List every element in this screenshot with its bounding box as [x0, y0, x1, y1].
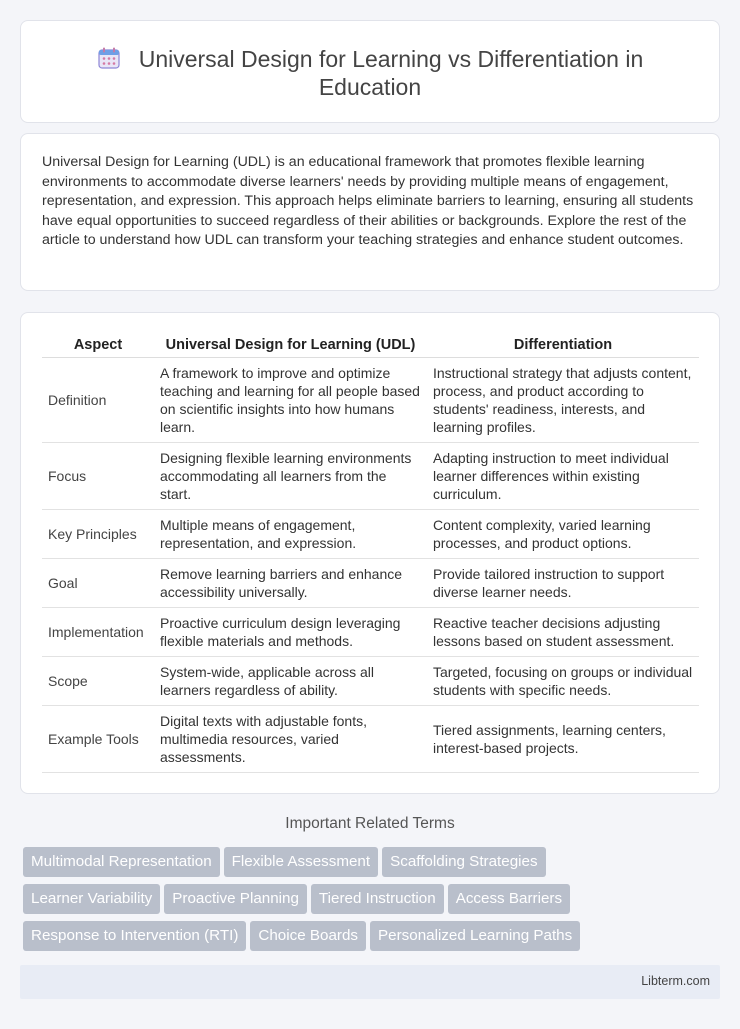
- cell-differentiation: Instructional strategy that adjusts content, process, and product according to students' readiness, interests, and learning profiles.: [427, 357, 699, 442]
- tag-row: [23, 884, 723, 921]
- tag-choice-boards[interactable]: Choice Boards: [250, 921, 366, 951]
- tag-access-barriers[interactable]: Access Barriers: [448, 884, 570, 914]
- cell-aspect: Scope: [42, 656, 154, 705]
- footer-site-link[interactable]: Libterm.com: [641, 974, 710, 988]
- tag-response-to-intervention[interactable]: Response to Intervention (RTI): [23, 921, 246, 951]
- cell-aspect: Focus: [42, 442, 154, 509]
- cell-udl: Remove learning barriers and enhance accessibility universally.: [154, 558, 427, 607]
- cell-differentiation: Tiered assignments, learning centers, interest-based projects.: [427, 705, 699, 772]
- cell-differentiation: Provide tailored instruction to support diverse learner needs.: [427, 558, 699, 607]
- cell-differentiation: Adapting instruction to meet individual learner differences within existing curriculum.: [427, 442, 699, 509]
- page-title-wrap: [61, 45, 679, 101]
- cell-aspect: Definition: [42, 357, 154, 442]
- table-row: [42, 558, 699, 607]
- intro-paragraph: Universal Design for Learning (UDL) is an educational framework that promotes flexible learning environments to accommodate diverse learners' needs by providing multiple means of engagement, representation, and expression. This approach helps eliminate barriers to learning, ensuring all students have equal opportunities to succeed regardless of their abilities or backgrounds. Explore the rest of the article to understand how UDL can transform your teaching strategies and enhance student outcomes.: [42, 154, 694, 249]
- cell-aspect: Implementation: [42, 607, 154, 656]
- tag-learner-variability[interactable]: Learner Variability: [23, 884, 160, 914]
- intro-card: [20, 133, 720, 291]
- cell-aspect: Example Tools: [42, 705, 154, 772]
- cell-udl: Digital texts with adjustable fonts, multimedia resources, varied assessments.: [154, 705, 427, 772]
- cell-udl: Proactive curriculum design leveraging flexible materials and methods.: [154, 607, 427, 656]
- comparison-table-card: [20, 312, 720, 794]
- cell-differentiation: Content complexity, varied learning processes, and product options.: [427, 509, 699, 558]
- table-row: [42, 442, 699, 509]
- table-row: [42, 607, 699, 656]
- header-differentiation: Differentiation: [427, 333, 699, 357]
- tag-row: [23, 921, 723, 958]
- table-row: [42, 705, 699, 772]
- cell-udl: Designing flexible learning environments accommodating all learners from the start.: [154, 442, 427, 509]
- tag-scaffolding-strategies[interactable]: Scaffolding Strategies: [382, 847, 545, 877]
- footer: [20, 965, 720, 999]
- tag-flexible-assessment[interactable]: Flexible Assessment: [224, 847, 378, 877]
- cell-aspect: Goal: [42, 558, 154, 607]
- table-header-row: [42, 333, 699, 357]
- cell-udl: System-wide, applicable across all learners regardless of ability.: [154, 656, 427, 705]
- tag-personalized-learning-paths[interactable]: Personalized Learning Paths: [370, 921, 580, 951]
- header-aspect: Aspect: [42, 333, 154, 357]
- comparison-table: [42, 333, 699, 773]
- tag-proactive-planning[interactable]: Proactive Planning: [164, 884, 307, 914]
- calendar-icon: [97, 46, 121, 70]
- table-row: [42, 357, 699, 442]
- cell-aspect: Key Principles: [42, 509, 154, 558]
- page-title: Universal Design for Learning vs Differentiation in Education: [138, 46, 644, 100]
- related-terms-list: [23, 847, 723, 958]
- table-row: [42, 656, 699, 705]
- tag-multimodal-representation[interactable]: Multimodal Representation: [23, 847, 220, 877]
- cell-differentiation: Reactive teacher decisions adjusting lessons based on student assessment.: [427, 607, 699, 656]
- tag-row: [23, 847, 723, 884]
- table-row: [42, 509, 699, 558]
- header-udl: Universal Design for Learning (UDL): [154, 333, 427, 357]
- tag-tiered-instruction[interactable]: Tiered Instruction: [311, 884, 444, 914]
- cell-udl: A framework to improve and optimize teaching and learning for all people based on scientific insights into how humans learn.: [154, 357, 427, 442]
- cell-udl: Multiple means of engagement, representation, and expression.: [154, 509, 427, 558]
- header-card: [20, 20, 720, 123]
- related-terms-title: Important Related Terms: [285, 815, 455, 832]
- cell-differentiation: Targeted, focusing on groups or individual students with specific needs.: [427, 656, 699, 705]
